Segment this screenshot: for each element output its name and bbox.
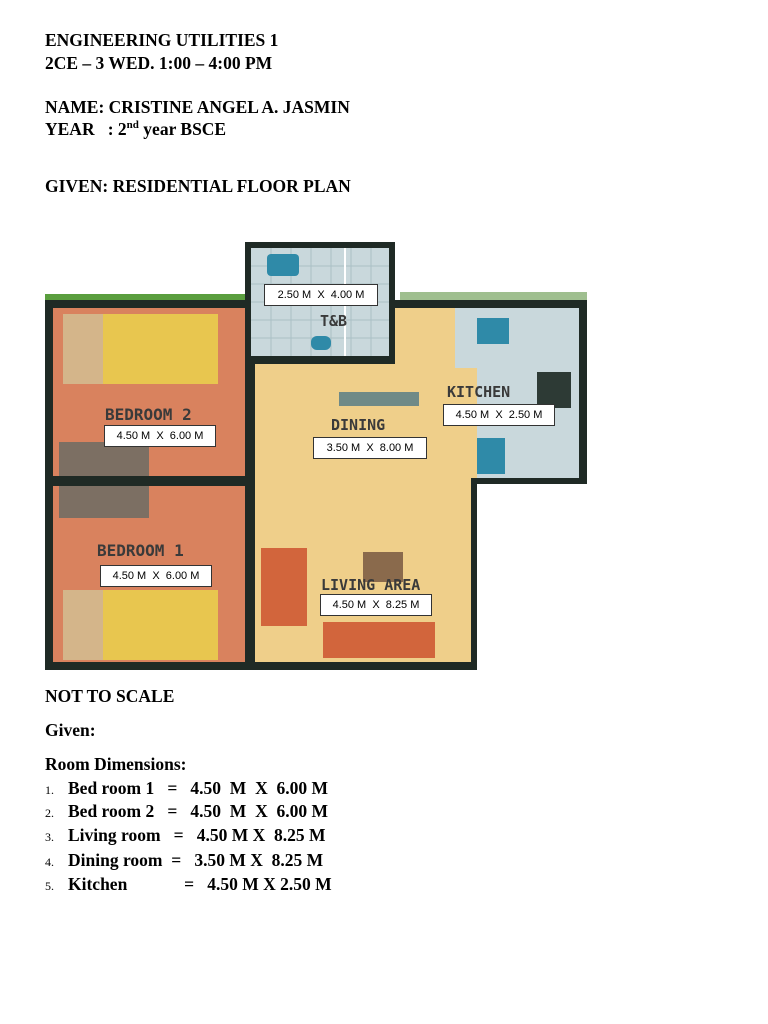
- list-number: 5.: [45, 879, 54, 893]
- dining-label: DINING: [331, 416, 386, 434]
- tb-dimension-tag: 2.50 M X 4.00 M: [264, 284, 378, 306]
- bedroom1-closet: [59, 486, 149, 518]
- living-dimension-tag: 4.50 M X 8.25 M: [320, 594, 432, 616]
- list-text: Bed room 1 = 4.50 M X 6.00 M: [68, 778, 328, 798]
- interior-wall: [53, 478, 249, 484]
- list-item: [45, 801, 328, 822]
- given-label: Given:: [45, 720, 96, 740]
- list-item: [45, 778, 328, 799]
- year-suffix: year BSCE: [138, 119, 227, 139]
- tb-label: T&B: [320, 312, 348, 330]
- toilet-icon: [267, 254, 299, 276]
- bedroom2-closet: [59, 442, 149, 476]
- fridge-icon: [477, 438, 505, 474]
- list-text: Bed room 2 = 4.50 M X 6.00 M: [68, 801, 328, 821]
- section-line: 2CE – 3 WED. 1:00 – 4:00 PM: [45, 53, 273, 73]
- interior-wall: [245, 300, 251, 670]
- list-number: 4.: [45, 855, 54, 869]
- bedroom1-pillows: [63, 590, 103, 660]
- list-text: Kitchen = 4.50 M X 2.50 M: [68, 874, 332, 894]
- year-prefix: YEAR : 2: [45, 119, 127, 139]
- list-number: 3.: [45, 830, 54, 844]
- list-item: [45, 825, 326, 846]
- list-number: 1.: [45, 783, 54, 797]
- sink-icon: [477, 318, 509, 344]
- year-superscript: nd: [126, 119, 139, 132]
- bedroom1-dimension-tag: 4.50 M X 6.00 M: [100, 565, 212, 587]
- dining-chair: [379, 392, 419, 406]
- room-dimensions-title: Room Dimensions:: [45, 754, 187, 774]
- dining-dimension-tag: 3.50 M X 8.00 M: [313, 437, 427, 459]
- bedroom1-label: BEDROOM 1: [97, 541, 184, 560]
- student-name: NAME: CRISTINE ANGEL A. JASMIN: [45, 97, 350, 117]
- given-heading: GIVEN: RESIDENTIAL FLOOR PLAN: [45, 176, 351, 196]
- bedroom2-label: BEDROOM 2: [105, 405, 192, 424]
- kitchen-label: KITCHEN: [447, 383, 511, 401]
- sofa-bottom: [323, 622, 435, 658]
- dining-chair: [339, 392, 379, 406]
- living-label: LIVING AREA: [321, 576, 421, 594]
- list-text: Living room = 4.50 M X 8.25 M: [68, 825, 326, 845]
- course-title: ENGINEERING UTILITIES 1: [45, 30, 279, 50]
- list-number: 2.: [45, 806, 54, 820]
- list-item: [45, 874, 332, 895]
- bedroom2-pillows: [63, 314, 103, 384]
- year-line: [45, 119, 226, 140]
- list-text: Dining room = 3.50 M X 8.25 M: [68, 850, 324, 870]
- not-to-scale-note: NOT TO SCALE: [45, 686, 175, 706]
- list-item: [45, 850, 323, 871]
- bedroom2-dimension-tag: 4.50 M X 6.00 M: [104, 425, 216, 447]
- kitchen-counter: [455, 308, 579, 368]
- lavatory-icon: [311, 336, 331, 350]
- kitchen-dimension-tag: 4.50 M X 2.50 M: [443, 404, 555, 426]
- sofa-left: [261, 548, 307, 626]
- stove-icon: [537, 372, 571, 408]
